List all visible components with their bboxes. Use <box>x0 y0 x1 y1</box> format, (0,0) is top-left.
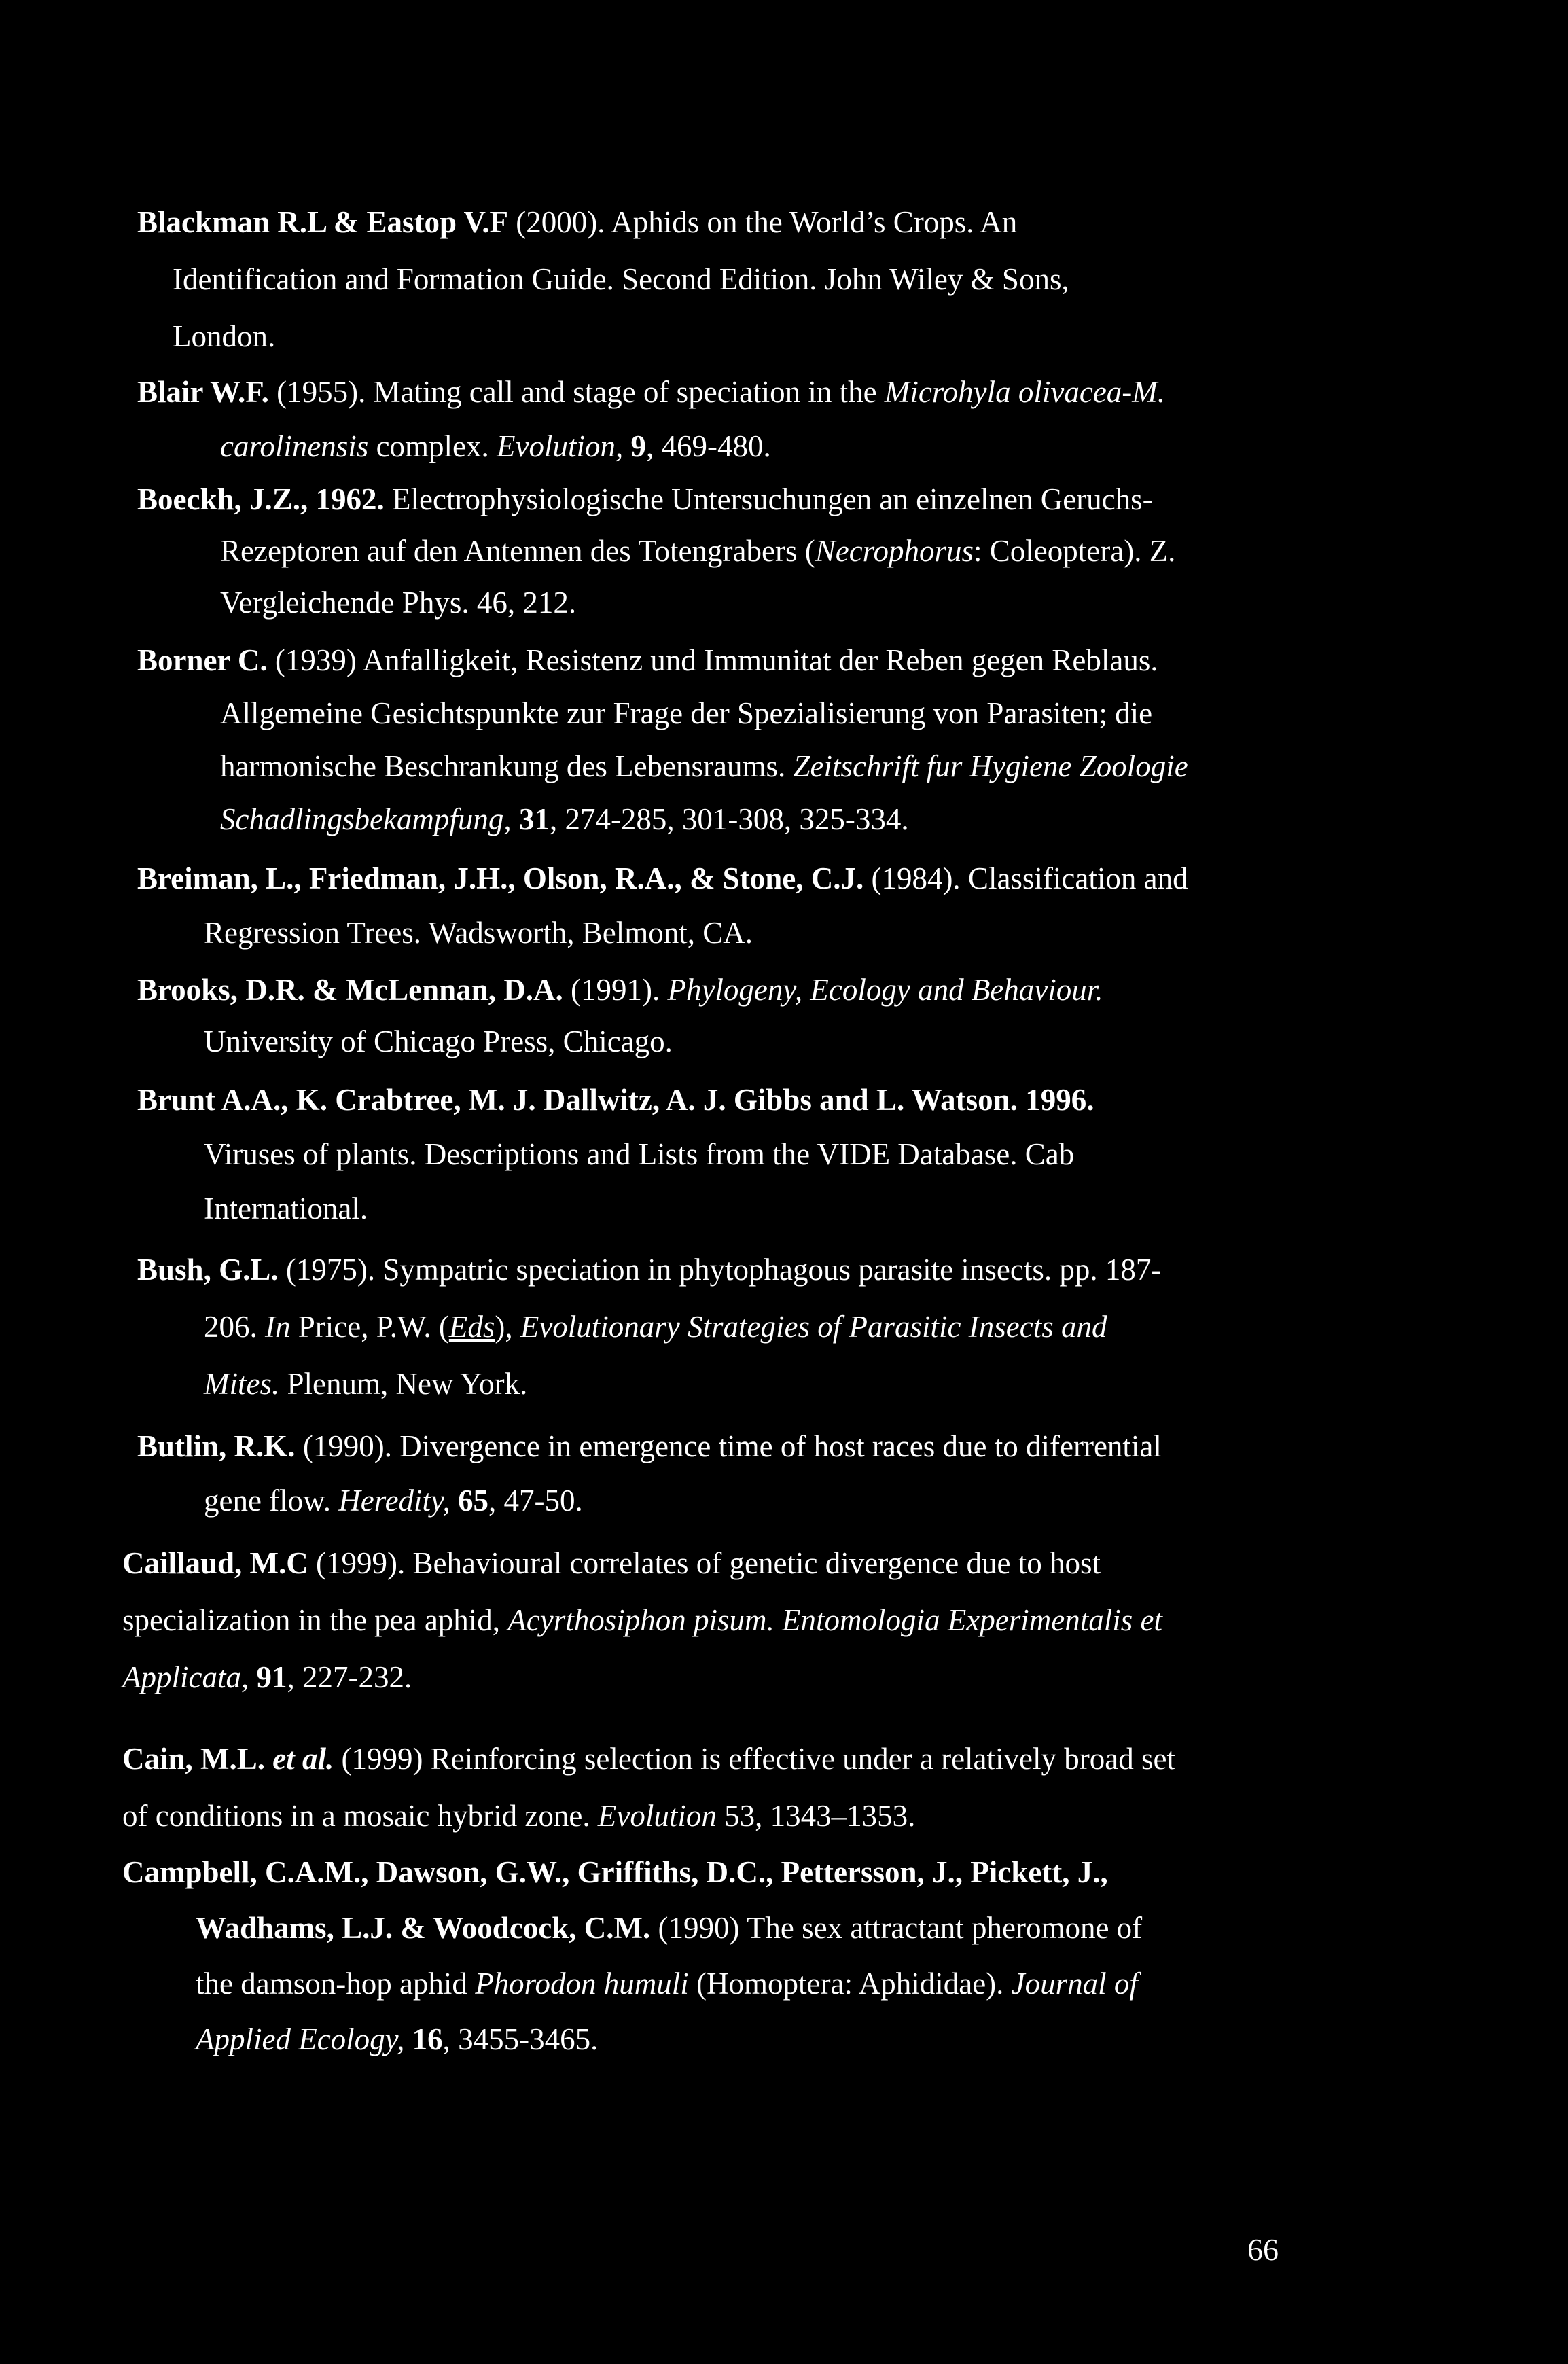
reference-text <box>404 2022 412 2056</box>
reference-text: (1984). Classification and <box>863 861 1188 895</box>
reference-entry <box>122 194 1304 365</box>
reference-author: Brooks, D.R. & McLennan, D.A. <box>137 973 563 1007</box>
reference-text: , 47-50. <box>488 1484 583 1518</box>
reference-text: Plenum, New York. <box>279 1367 528 1401</box>
reference-text: Vergleichende Phys. 46, 212. <box>220 586 577 620</box>
reference-entry <box>122 473 1304 628</box>
page-number: 66 <box>1247 2232 1279 2267</box>
reference-italic-text: Journal of <box>1011 1967 1138 2001</box>
reference-italic-text: Zeitschrift fur Hygiene Zoologie <box>793 749 1188 783</box>
reference-author: Campbell, C.A.M., Dawson, G.W., Griffiths, D.C., Pettersson, J., Pickett, J., <box>122 1855 1108 1889</box>
reference-line <box>122 1844 1304 1900</box>
reference-italic-text: Schadlingsbekampfung, <box>220 802 512 836</box>
reference-author: Wadhams, L.J. & Woodcock, C.M. <box>196 1911 651 1945</box>
reference-line <box>122 1900 1304 1956</box>
reference-author: 9 <box>630 429 646 463</box>
reference-entry <box>122 1844 1304 2067</box>
reference-line <box>122 1730 1304 1787</box>
reference-text: Electrophysiologische Untersuchungen an einzelnen Geruchs- <box>384 482 1153 516</box>
reference-author: 91 <box>256 1660 287 1694</box>
reference-line <box>122 1127 1304 1181</box>
reference-line <box>122 1592 1304 1649</box>
reference-line <box>122 687 1304 740</box>
reference-italic-text: In <box>265 1310 291 1344</box>
reference-entry <box>122 634 1304 846</box>
reference-line <box>122 308 1304 365</box>
reference-text: (1939) Anfalligkeit, Resistenz und Immunitat der Reben gegen Reblaus. <box>267 643 1158 677</box>
reference-italic-text: Heredity, <box>338 1484 450 1518</box>
reference-text: , 469-480. <box>646 429 771 463</box>
reference-text: (1991). <box>563 973 668 1007</box>
reference-entry <box>122 1419 1304 1528</box>
reference-line <box>122 1649 1304 1706</box>
reference-italic-text: Necrophorus <box>815 534 974 568</box>
reference-text: 206. <box>204 1310 265 1344</box>
reference-text: : Coleoptera). Z. <box>974 534 1176 568</box>
reference-text: 53, 1343–1353. <box>716 1799 916 1833</box>
reference-author: Blackman R.L & Eastop V.F <box>137 205 508 239</box>
reference-text: London. <box>173 319 276 353</box>
reference-entry <box>122 1241 1304 1412</box>
reference-line <box>122 1073 1304 1127</box>
reference-italic-text: carolinensis <box>220 429 369 463</box>
reference-text: (1990) The sex attractant pheromone of <box>650 1911 1143 1945</box>
reference-text: University of Chicago Press, Chicago. <box>204 1024 673 1058</box>
reference-entry <box>122 1073 1304 1236</box>
reference-text: (1955). Mating call and stage of speciation in the <box>268 375 885 409</box>
reference-text: (1975). Sympatric speciation in phytophagous parasite insects. pp. 187- <box>278 1253 1162 1287</box>
reference-italic-text: Mites. <box>204 1367 280 1401</box>
reference-author: Breiman, L., Friedman, J.H., Olson, R.A., & Stone, C.J. <box>137 861 864 895</box>
reference-author: 16 <box>412 2022 443 2056</box>
reference-text: harmonische Beschrankung des Lebensraums. <box>220 749 794 783</box>
reference-line <box>122 419 1304 473</box>
reference-author: Borner C. <box>137 643 268 677</box>
reference-text: International. <box>204 1192 368 1225</box>
reference-text: (1999). Behavioural correlates of genetic divergence due to host <box>308 1546 1101 1580</box>
reference-line <box>122 577 1304 628</box>
reference-text <box>249 1660 256 1694</box>
reference-italic-text: Phylogeny, Ecology and Behaviour. <box>667 973 1103 1007</box>
reference-list <box>122 194 1304 2067</box>
reference-entry <box>122 365 1304 473</box>
reference-text: ), <box>495 1310 520 1344</box>
reference-italic-text: Evolutionary Strategies of Parasitic Insects and <box>520 1310 1107 1344</box>
reference-text <box>774 1603 782 1637</box>
reference-text: (Homoptera: Aphididae). <box>688 1967 1012 2001</box>
reference-italic-text: Acyrthosiphon pisum. <box>507 1603 774 1637</box>
reference-text: Rezeptoren auf den Antennen des Totengrabers ( <box>220 534 815 568</box>
reference-line <box>122 1419 1304 1473</box>
reference-entry <box>122 851 1304 960</box>
reference-line <box>122 251 1304 308</box>
reference-text: , 227-232. <box>287 1660 412 1694</box>
reference-entry <box>122 964 1304 1067</box>
reference-line <box>122 1956 1304 2011</box>
reference-author: Brunt A.A., K. Crabtree, M. J. Dallwitz, A. J. Gibbs and L. Watson. 1996. <box>137 1083 1094 1117</box>
reference-line <box>122 1355 1304 1412</box>
reference-line <box>122 851 1304 906</box>
reference-author: Cain, M.L. <box>122 1742 273 1776</box>
reference-italic-text: Entomologia Experimentalis et <box>782 1603 1162 1637</box>
reference-italic-text: Applicata, <box>122 1660 249 1694</box>
reference-text: (2000). Aphids on the World’s Crops. An <box>507 205 1018 239</box>
reference-text: complex. <box>368 429 497 463</box>
reference-text: , 274-285, 301-308, 325-334. <box>549 802 909 836</box>
reference-text: Identification and Formation Guide. Second Edition. John Wiley & Sons, <box>173 262 1069 296</box>
reference-line <box>122 1241 1304 1298</box>
reference-text: (1999) Reinforcing selection is effective under a relatively broad set <box>334 1742 1175 1776</box>
reference-author: Blair W.F. <box>137 375 269 409</box>
reference-text: Allgemeine Gesichtspunkte zur Frage der Spezialisierung von Parasiten; die <box>220 696 1153 730</box>
reference-line <box>122 1298 1304 1355</box>
reference-text: , 3455-3465. <box>442 2022 599 2056</box>
reference-line <box>122 2011 1304 2067</box>
reference-line <box>122 1016 1304 1067</box>
reference-italic-text: Evolution, <box>497 429 624 463</box>
reference-author: 65 <box>458 1484 489 1518</box>
reference-italic-text: Phorodon humuli <box>475 1967 689 2001</box>
reference-line <box>122 793 1304 846</box>
reference-author: Butlin, R.K. <box>137 1429 296 1463</box>
reference-line <box>122 365 1304 419</box>
reference-italic-text: Microhyla olivacea-M. <box>884 375 1166 409</box>
reference-entry <box>122 1730 1304 1844</box>
reference-author: 31 <box>518 802 550 836</box>
reference-line <box>122 634 1304 687</box>
reference-text: the damson-hop aphid <box>196 1967 476 2001</box>
reference-text: Viruses of plants. Descriptions and Lists from the VIDE Database. Cab <box>204 1137 1075 1171</box>
reference-line <box>122 1473 1304 1528</box>
reference-line <box>122 525 1304 577</box>
reference-text <box>623 429 630 463</box>
reference-text: gene flow. <box>204 1484 339 1518</box>
reference-line <box>122 740 1304 793</box>
reference-text: Price, P.W. ( <box>290 1310 449 1344</box>
reference-text <box>512 802 519 836</box>
reference-line <box>122 1787 1304 1844</box>
reference-text: (1990). Divergence in emergence time of host races due to diferrential <box>295 1429 1162 1463</box>
reference-text: of conditions in a mosaic hybrid zone. <box>122 1799 598 1833</box>
reference-line <box>122 1181 1304 1236</box>
reference-italic-text: Evolution <box>597 1799 717 1833</box>
reference-line <box>122 906 1304 960</box>
reference-italic-text: Eds <box>448 1310 495 1344</box>
reference-author: et al. <box>272 1742 334 1776</box>
reference-line <box>122 964 1304 1016</box>
reference-line <box>122 194 1304 251</box>
reference-entry <box>122 1535 1304 1706</box>
reference-italic-text: Applied Ecology, <box>196 2022 405 2056</box>
reference-text <box>450 1484 458 1518</box>
reference-line <box>122 1535 1304 1592</box>
reference-line <box>122 473 1304 525</box>
reference-author: Bush, G.L. <box>137 1253 279 1287</box>
reference-text: Regression Trees. Wadsworth, Belmont, CA. <box>204 916 753 950</box>
reference-text: specialization in the pea aphid, <box>122 1603 508 1637</box>
reference-author: Boeckh, J.Z., 1962. <box>137 482 385 516</box>
reference-author: Caillaud, M.C <box>122 1546 308 1580</box>
